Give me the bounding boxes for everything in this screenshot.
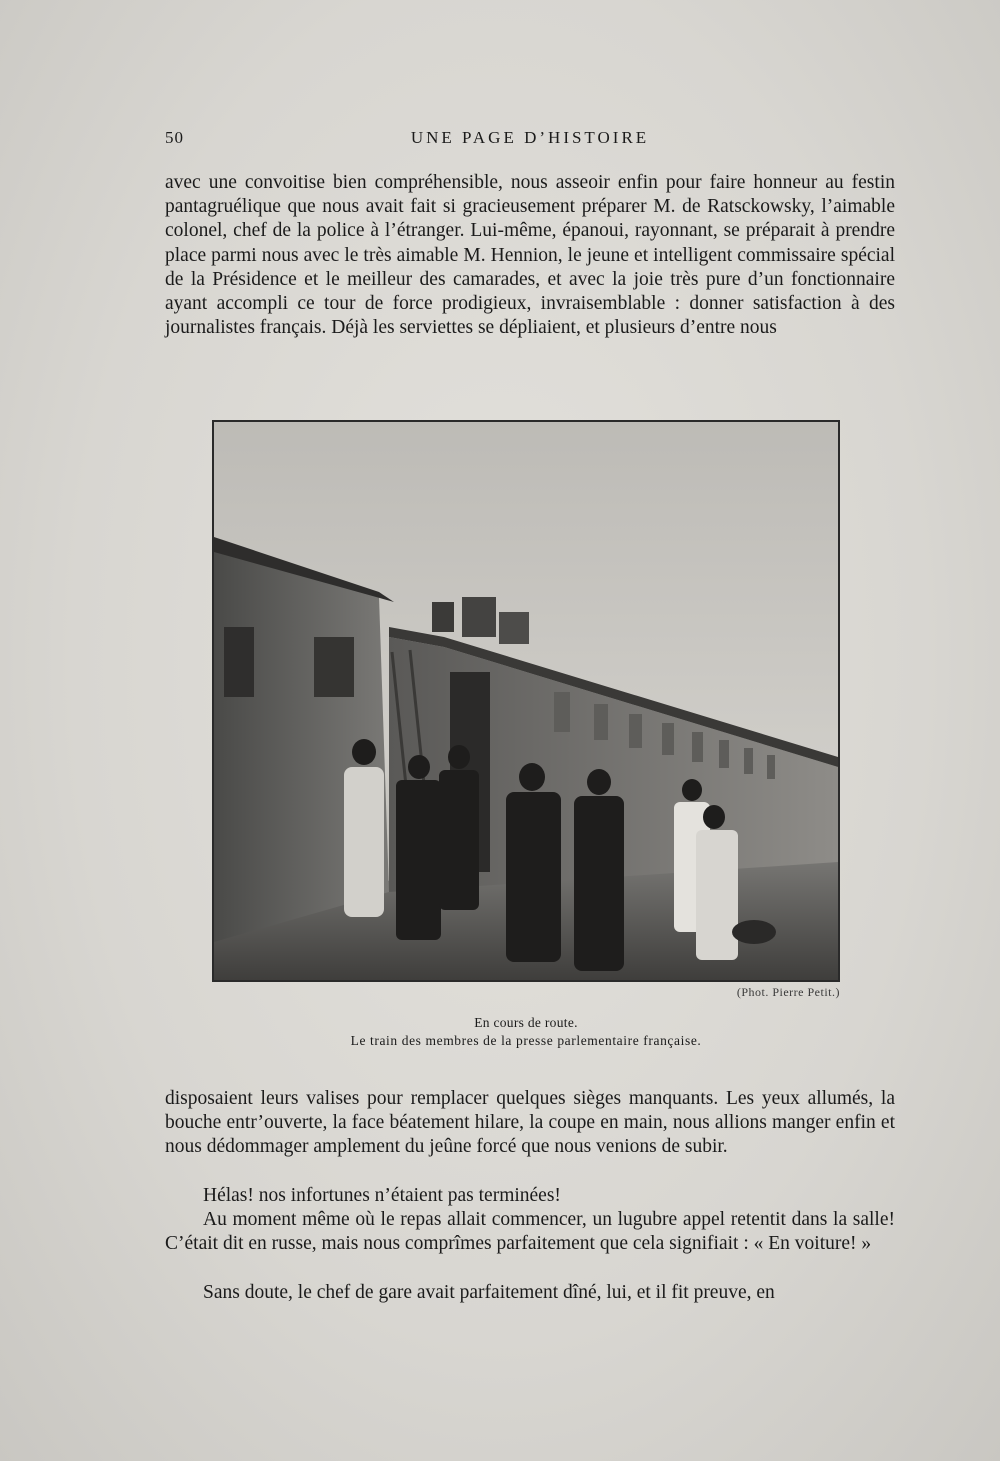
body-paragraph: Au moment même où le repas allait commencer, un lugubre appel retentit dans la salle! C’était dit en russe, mais nous comprîmes parfaitement que cela signifiait : « En voiture! » — [165, 1209, 895, 1255]
running-head — [165, 128, 895, 156]
photo-credit: (Phot. Pierre Petit.) — [736, 985, 840, 999]
body-paragraph: disposaient leurs valises pour remplacer quelques sièges manquants. Les yeux allumés, la bouche entr’ouverte, la face béatement hilare, la coupe en main, nous allions manger enfin et nous dédommager amplement du jeûne forcé que nous venions de subir. — [165, 1088, 895, 1158]
body-paragraph: Sans doute, le chef de gare avait parfaitement dîné, lui, et il fit preuve, en — [203, 1282, 775, 1303]
page-number: 50 — [165, 128, 184, 147]
body-paragraph: avec une convoitise bien compréhensible, nous asseoir enfin pour faire honneur au festin pantagruélique que nous avait fait si gracieusement préparer M. de Ratsckowsky, l’aimable colonel, chef de la police à l’étranger. Lui-même, épanoui, rayonnant, se préparait à prendre place parmi nous avec le très aimable M. Hennion, le jeune et intelligent commissaire spécial de la Présidence et le meilleur des camarades, et avec la joie très pure d’un fonctionnaire ayant accompli ce tour de force prodigieux, invraisemblable : donner satisfaction à des journalistes français. Déjà les serviettes se dépliaient, et plusieurs d’entre nous — [165, 172, 895, 339]
body-paragraph: Hélas! nos infortunes n’étaient pas terminées! — [203, 1185, 561, 1206]
figure-caption-description: Le train des membres de la presse parlementaire française. — [350, 1033, 702, 1048]
photograph-train — [212, 420, 840, 982]
figure-caption-title: En cours de route. — [474, 1015, 578, 1030]
page-title: UNE PAGE D’HISTOIRE — [410, 128, 650, 147]
